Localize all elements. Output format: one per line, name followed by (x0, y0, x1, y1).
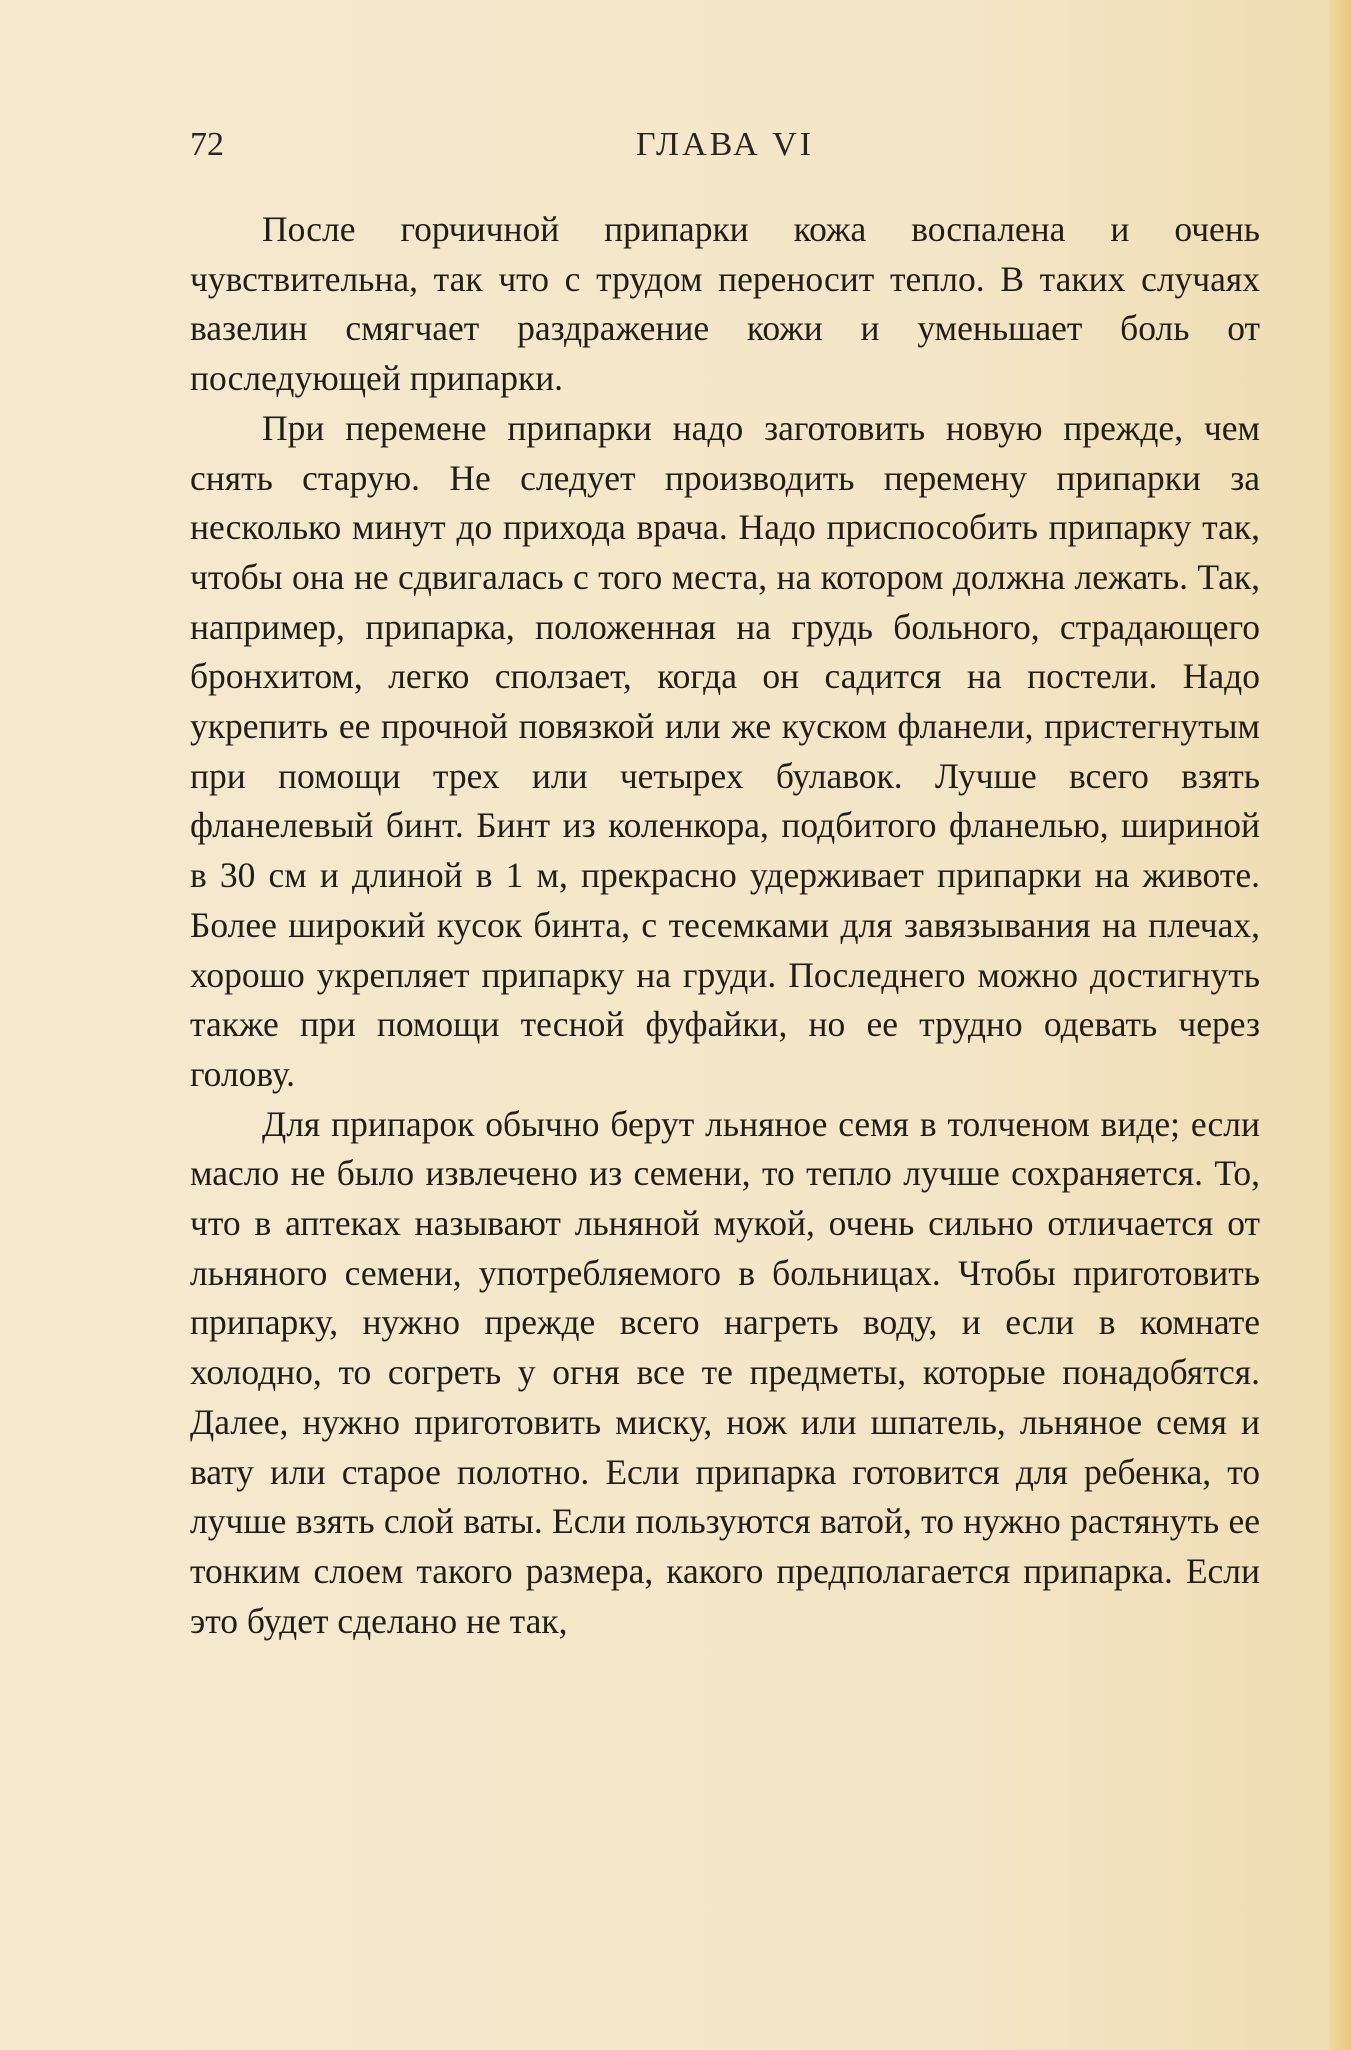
page-header (190, 126, 1260, 176)
page-number: 72 (190, 126, 224, 163)
chapter-title: ГЛАВА VI (635, 126, 815, 163)
paragraph: Для припарок обычно берут льняное семя в толченом виде; если масло не было извлечено из семени, то тепло лучше сохраняется. То, что в аптеках называют льняной мукой, очень сильно отличается от льняного семени, употребляемого в больницах. Чтобы приготовить припарку, нужно прежде всего нагреть воду, и если в комнате холодно, то согреть у огня все те предметы, которые понадобятся. Далее, нужно приготовить миску, нож или шпатель, льняное семя и вату или старое полотно. Если припарка готовится для ребенка, то лучше взять слой ваты. Если пользуются ватой, то нужно растянуть ее тонким слоем такого размера, какого предполагается припарка. Если это будет сделано не так, (190, 1103, 1260, 1641)
paragraph: При перемене припарки надо заготовить новую прежде, чем снять старую. Не следует производить перемену припарки за несколько минут до прихода врача. Надо приспособить припарку так, чтобы она не сдвигалась с того места, на котором должна лежать. Так, например, припарка, положенная на грудь больного, страдающего бронхитом, легко сползает, когда он садится на постели. Надо укрепить ее прочной повязкой или же куском фланели, пристегнутым при помощи трех или четырех булавок. Лучше всего взять фланелевый бинт. Бинт из коленкора, подбитого фланелью, шириной в 30 см и длиной в 1 м, прекрасно удерживает припарки на животе. Более широкий кусок бинта, с тесемками для завязывания на плечах, хорошо укрепляет припарку на груди. Последнего можно достигнуть также при помощи тесной фуфайки, но ее трудно одевать через голову. (190, 407, 1260, 1094)
page-body (190, 205, 1260, 1646)
paragraph: После горчичной припарки кожа воспалена и очень чувствительна, так что с трудом переносит тепло. В таких случаях вазелин смягчает раздражение кожи и уменьшает боль от последующей припарки. (190, 209, 1260, 399)
page-edge (1329, 0, 1351, 2050)
